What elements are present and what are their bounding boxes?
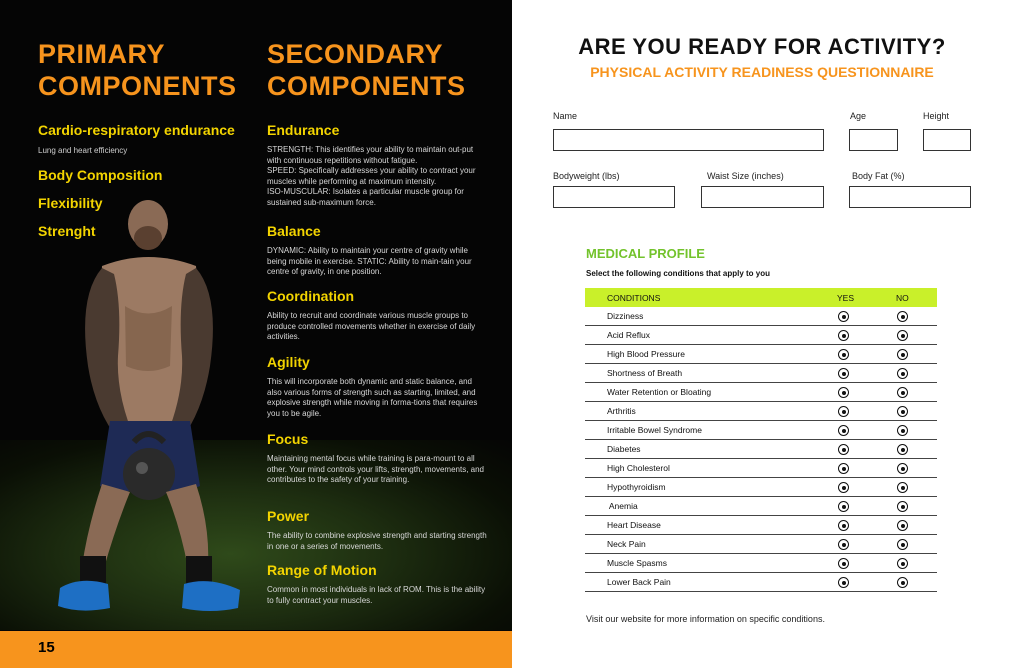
height-field[interactable] [923,129,971,151]
primary-cardio-desc: Lung and heart efficiency [38,146,128,155]
bodyweight-label: Bodyweight (lbs) [553,171,620,181]
condition-label: Lower Back Pain [607,577,671,587]
no-radio[interactable] [897,482,908,493]
table-row [585,497,937,516]
yes-radio[interactable] [838,425,849,436]
secondary-body: STRENGTH: This identifies your ability to maintain out-put with continuous repetitions without fatigue. SPEED: Specifically addresses your ability to contract your muscles while performing at maximum intensity. ISO-MUSCULAR: Isolates a particular muscle group for sustained sub-maximum force. [267,145,476,207]
waist-label: Waist Size (inches) [707,171,784,181]
no-radio[interactable] [897,444,908,455]
yes-radio[interactable] [838,444,849,455]
medical-profile-title: MEDICAL PROFILE [586,246,705,261]
condition-label: Anemia [607,501,638,511]
primary-strength: Strenght [38,223,96,239]
table-row [585,554,937,573]
footer-note: Visit our website for more information on specific conditions. [586,614,825,624]
no-radio[interactable] [897,558,908,569]
yes-radio[interactable] [838,577,849,588]
yes-radio[interactable] [838,311,849,322]
right-page [512,0,1024,668]
secondary-body: Common in most individuals in lack of ROM. This is the ability to fully contract your muscles. [267,585,486,605]
no-header: NO [896,293,909,303]
table-row [585,364,937,383]
condition-label: Irritable Bowel Syndrome [607,425,702,435]
medical-profile-subtitle: Select the following conditions that apply to you [586,269,771,278]
no-radio[interactable] [897,520,908,531]
secondary-body: Ability to recruit and coordinate various muscle groups to produce controlled movements whether in exercise of daily activities. [267,311,476,341]
secondary-components-title: SECONDARY COMPONENTS [267,39,466,101]
condition-label: High Cholesterol [607,463,670,473]
no-radio[interactable] [897,425,908,436]
name-field[interactable] [553,129,824,151]
table-row [585,459,937,478]
secondary-body: This will incorporate both dynamic and static balance, and also various forms of strength such as starting, limited, and explosive strength while moving in forma-tions that requires you to be agile. [267,377,478,418]
condition-label: Acid Reflux [607,330,650,340]
conditions-header: CONDITIONS [607,293,661,303]
table-row [585,573,937,592]
no-radio[interactable] [897,311,908,322]
no-radio[interactable] [897,406,908,417]
secondary-body: DYNAMIC: Ability to maintain your centre of gravity while being mobile in exercise. STATIC: Ability to main-tain your centre of gravity, in one position. [267,246,472,276]
yes-radio[interactable] [838,463,849,474]
secondary-heading: Agility [267,354,310,370]
secondary-heading: Endurance [267,122,340,138]
table-row [585,345,937,364]
no-radio[interactable] [897,387,908,398]
bodyweight-field[interactable] [553,186,675,208]
yes-radio[interactable] [838,368,849,379]
bodyfat-label: Body Fat (%) [852,171,905,181]
condition-label: Arthritis [607,406,636,416]
primary-flexibility: Flexibility [38,195,103,211]
no-radio[interactable] [897,577,908,588]
no-radio[interactable] [897,501,908,512]
table-row [585,478,937,497]
condition-label: Dizziness [607,311,644,321]
yes-radio[interactable] [838,558,849,569]
table-row [585,440,937,459]
age-field[interactable] [849,129,898,151]
yes-radio[interactable] [838,330,849,341]
table-row [585,535,937,554]
athlete-kettlebell-illustration [30,196,270,626]
condition-label: Shortness of Breath [607,368,683,378]
yes-radio[interactable] [838,501,849,512]
primary-cardio: Cardio-respiratory endurance [38,122,235,138]
no-radio[interactable] [897,368,908,379]
secondary-heading: Focus [267,431,309,447]
condition-label: Neck Pain [607,539,646,549]
table-row [585,516,937,535]
secondary-heading: Balance [267,223,321,239]
table-row [585,421,937,440]
page-title: ARE YOU READY FOR ACTIVITY? [578,34,946,59]
condition-label: Muscle Spasms [607,558,667,568]
secondary-heading: Coordination [267,288,355,304]
bodyfat-field[interactable] [849,186,971,208]
primary-body-composition: Body Composition [38,167,163,183]
table-row [585,326,937,345]
waist-field[interactable] [701,186,824,208]
yes-radio[interactable] [838,349,849,360]
page-subtitle: PHYSICAL ACTIVITY READINESS QUESTIONNAIRE [590,64,934,80]
page-footer-bar [0,631,512,668]
primary-components-title: PRIMARY COMPONENTS [38,39,237,101]
no-radio[interactable] [897,330,908,341]
no-radio[interactable] [897,349,908,360]
condition-label: Hypothyroidism [607,482,666,492]
condition-label: Heart Disease [607,520,661,530]
height-label: Height [923,111,950,121]
table-header [585,288,937,307]
yes-radio[interactable] [838,520,849,531]
no-radio[interactable] [897,463,908,474]
no-radio[interactable] [897,539,908,550]
table-row [585,402,937,421]
page-number: 15 [38,639,55,656]
condition-label: Water Retention or Bloating [607,387,712,397]
yes-radio[interactable] [838,406,849,417]
conditions-table [585,288,937,592]
name-label: Name [553,111,578,121]
secondary-body: Maintaining mental focus while training is para-mount to all other. Your mind controls your lifts, strength, movements, and contributes to the safety of your training. [267,454,484,484]
yes-radio[interactable] [838,387,849,398]
table-row [585,383,937,402]
condition-label: High Blood Pressure [607,349,685,359]
secondary-heading: Range of Motion [267,562,377,578]
yes-radio[interactable] [838,482,849,493]
yes-header: YES [837,293,855,303]
table-row [585,307,937,326]
secondary-heading: Power [267,508,310,524]
condition-label: Diabetes [607,444,641,454]
yes-radio[interactable] [838,539,849,550]
secondary-body: The ability to combine explosive strength and starting strength in one or a series of movements. [267,531,487,551]
age-label: Age [850,111,867,121]
